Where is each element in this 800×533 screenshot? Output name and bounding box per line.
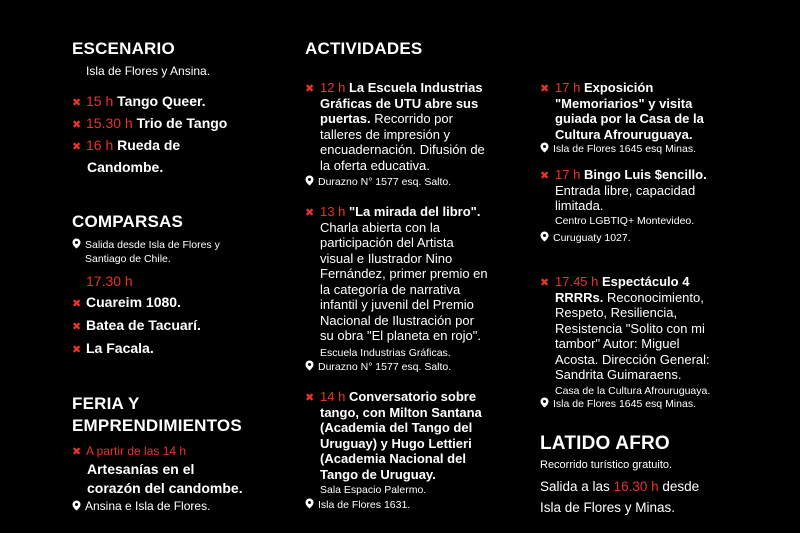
event-time: 14 h xyxy=(320,389,346,404)
location-text: Ansina e Isla de Flores. xyxy=(85,499,211,513)
event-line: RRRRs. xyxy=(555,289,604,305)
comparsa-name: Cuareim 1080. xyxy=(86,294,181,310)
activity-location xyxy=(305,498,410,512)
activity-item xyxy=(540,274,765,398)
cross-icon: ✖ xyxy=(540,277,550,289)
event-line: talleres de impresión y xyxy=(320,126,451,142)
activity-location xyxy=(305,360,451,374)
latido-line1 xyxy=(540,477,699,497)
event-line: "Memoriarios" y visita xyxy=(555,95,693,111)
escenario-item-cont xyxy=(87,157,163,178)
activity-item xyxy=(305,80,530,173)
section-title-comparsas: COMPARSAS xyxy=(72,212,184,231)
event-line: Gráficas de UTU abre sus xyxy=(320,95,479,111)
event-line: guiada por la Casa de la xyxy=(555,111,704,126)
location-text: Isla de Flores 1645 esq Minas. xyxy=(553,398,696,410)
event-line: Charla abierta con la xyxy=(320,219,440,235)
location-pin-icon xyxy=(72,500,81,511)
location-pin-icon xyxy=(540,231,549,242)
event-line: Acosta. Dirección General: xyxy=(555,351,710,367)
location-text: Salida desde Isla de Flores y xyxy=(85,239,220,251)
comparsa-name: Batea de Tacuarí. xyxy=(86,317,201,333)
feria-time-text: A partir de las 14 h xyxy=(86,444,187,458)
feria-location xyxy=(72,499,210,514)
escenario-item xyxy=(72,113,227,136)
event-line: (Academia Nacional del xyxy=(320,451,466,466)
escenario-item xyxy=(72,91,206,114)
location-text: Durazno N° 1577 esq. Salto. xyxy=(318,361,452,373)
location-pin-icon xyxy=(72,238,81,249)
event-line: Exposición xyxy=(583,80,654,95)
activity-location xyxy=(305,175,451,189)
event-line: visual e Ilustrador Nino xyxy=(320,250,453,266)
location-text: Durazno N° 1577 esq. Salto. xyxy=(318,176,452,188)
cross-icon: ✖ xyxy=(72,97,82,109)
comparsa-item xyxy=(72,315,201,338)
cross-icon: ✖ xyxy=(72,446,82,458)
activity-location xyxy=(540,231,631,245)
event-line: encuadernación. Difusión de xyxy=(320,142,485,157)
event-venue: Sala Espacio Palermo. xyxy=(320,484,427,496)
event-time: 15 h xyxy=(86,93,114,109)
event-venue: Casa de la Cultura Afrouruguaya. xyxy=(555,384,711,397)
event-time: 15.30 h xyxy=(86,115,133,131)
event-time: 12 h xyxy=(320,80,346,95)
location-text: Isla de Flores 1645 esq Minas. xyxy=(553,143,696,155)
section-title-latido-afro: LATIDO AFRO xyxy=(540,433,670,454)
activity-item xyxy=(305,204,530,360)
comparsa-item xyxy=(72,338,154,361)
comparsas-time: 17.30 h xyxy=(86,273,133,289)
event-line: Entrada libre, capacidad xyxy=(555,182,696,198)
event-line: Cultura Afrouruguaya. xyxy=(555,126,693,142)
event-line: Fernández, primer premio en xyxy=(320,266,488,281)
cross-icon: ✖ xyxy=(305,207,315,219)
section-title-feria: FERIA Y xyxy=(72,394,140,413)
comparsa-item xyxy=(72,292,181,315)
cross-icon: ✖ xyxy=(305,83,315,95)
location-pin-icon xyxy=(305,498,314,509)
feria-line1: Artesanías en el xyxy=(87,461,195,477)
event-line: "La mirada del libro". xyxy=(348,204,481,219)
event-name: Rueda de xyxy=(117,137,181,153)
latido-line2: Isla de Flores y Minas. xyxy=(540,500,676,515)
event-line: Respeto, Resiliencia, xyxy=(555,305,678,320)
cross-icon: ✖ xyxy=(72,344,82,356)
section-title-actividades: ACTIVIDADES xyxy=(305,39,423,58)
event-line: Recorrido por xyxy=(374,111,453,126)
activity-location xyxy=(540,397,696,411)
event-time: 13 h xyxy=(320,204,346,219)
event-name: Tango Queer. xyxy=(117,93,206,109)
location-pin-icon xyxy=(540,142,549,153)
location-pin-icon xyxy=(305,175,314,186)
event-line: Espectáculo 4 xyxy=(602,274,690,289)
event-name-cont: Candombe. xyxy=(87,159,164,175)
location-pin-icon xyxy=(540,397,549,408)
event-line: tambor" Autor: Miguel xyxy=(555,336,680,351)
cross-icon: ✖ xyxy=(72,141,82,153)
event-line: limitada. xyxy=(555,198,604,213)
event-line: Uruguay) y Hugo Lettieri xyxy=(320,435,472,451)
escenario-subtitle: Isla de Flores y Ansina. xyxy=(86,64,211,78)
event-venue: Centro LGBTIQ+ Montevideo. xyxy=(555,214,695,227)
location-pin-icon xyxy=(305,360,314,371)
event-time: 17 h xyxy=(555,80,581,95)
cross-icon: ✖ xyxy=(540,83,550,95)
cross-icon: ✖ xyxy=(305,392,315,404)
section-title-escenario: ESCENARIO xyxy=(72,39,175,58)
event-time: 16 h xyxy=(86,137,114,153)
cross-icon: ✖ xyxy=(72,119,82,131)
cross-icon: ✖ xyxy=(72,321,82,333)
feria-time xyxy=(72,444,186,460)
event-line: Reconocimiento, xyxy=(607,289,704,305)
event-line: La Escuela Industrias xyxy=(348,80,483,95)
comparsas-location xyxy=(72,238,220,252)
latido-subtitle: Recorrido turístico gratuito. xyxy=(540,459,673,471)
comparsas-location-cont: Santiago de Chile. xyxy=(85,253,171,265)
event-line: Bingo Luis $encillo. xyxy=(583,167,707,182)
event-line: puertas. xyxy=(320,111,371,126)
activity-location xyxy=(540,142,696,156)
event-line: Sandrita Guimaraens. xyxy=(555,367,682,382)
section-title-feria-cont: EMPRENDIMIENTOS xyxy=(72,416,242,435)
location-text: Isla de Flores 1631. xyxy=(318,499,411,511)
activity-item xyxy=(305,389,530,497)
cross-icon: ✖ xyxy=(540,170,550,182)
event-time: 16.30 h xyxy=(613,479,659,494)
location-text: Curuguaty 1027. xyxy=(553,232,631,244)
event-line: la oferta educativa. xyxy=(320,157,430,173)
latido-text: desde xyxy=(662,479,700,494)
event-venue: Escuela Industrias Gráficas. xyxy=(320,346,451,359)
cross-icon: ✖ xyxy=(72,298,82,310)
event-line: Nacional de Ilustración por xyxy=(320,312,474,328)
event-line: (Academia del Tango del xyxy=(320,420,473,435)
latido-text: Salida a las xyxy=(540,479,610,494)
activity-item xyxy=(540,80,765,142)
event-line: Resistencia "Solito con mi xyxy=(555,320,705,336)
event-time: 17.45 h xyxy=(555,274,599,289)
activity-item xyxy=(540,167,765,228)
comparsa-name: La Facala. xyxy=(86,340,154,356)
event-name: Trio de Tango xyxy=(136,115,228,131)
event-line: infantil y juvenil del Premio xyxy=(320,297,474,312)
event-line: participación del Artista xyxy=(320,235,454,250)
event-line: Tango de Uruguay. xyxy=(320,466,436,482)
event-line: la categoría de narrativa xyxy=(320,281,461,297)
escenario-item xyxy=(72,135,180,158)
event-line: Conversatorio sobre xyxy=(348,389,477,404)
event-time: 17 h xyxy=(555,167,581,182)
feria-line2: corazón del candombe. xyxy=(87,480,243,496)
event-line: su obra "El planeta en rojo". xyxy=(320,328,481,343)
event-line: tango, con Milton Santana xyxy=(320,404,482,420)
